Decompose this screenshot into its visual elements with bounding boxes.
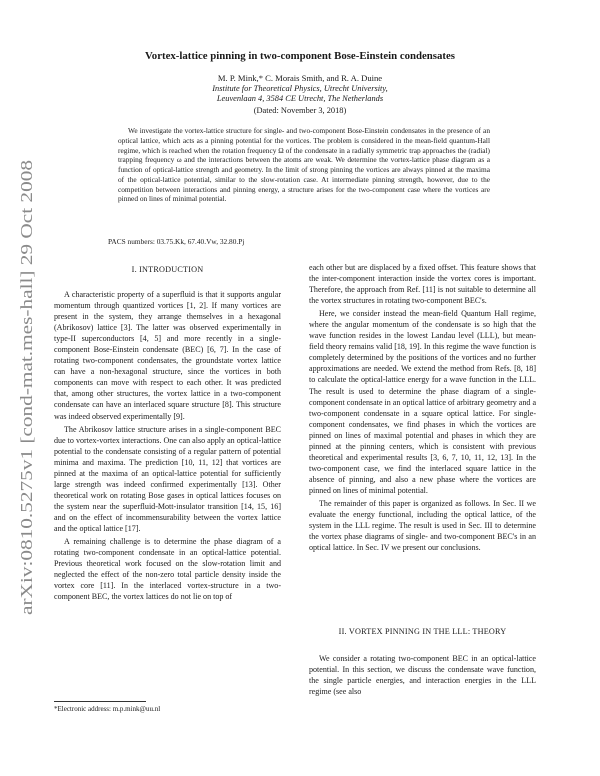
right-column	[309, 262, 536, 553]
affiliation	[0, 84, 600, 104]
paragraph: We consider a rotating two-component BEC in an optical-lattice potential. In this section, we discuss the condensate wave function, the single particle energies, and interaction energies in the LLL regime (see also	[309, 654, 536, 697]
pacs-numbers: PACS numbers: 03.75.Kk, 67.40.Vw, 32.80.Pj	[108, 237, 245, 246]
right-column-continued	[309, 653, 536, 697]
affiliation-line-2: Leuvenlaan 4, 3584 CE Utrecht, The Netherlands	[216, 94, 384, 103]
footnote: *Electronic address: m.p.mink@uu.nl	[54, 705, 161, 713]
date-line: (Dated: November 3, 2018)	[253, 106, 347, 115]
author-list: M. P. Mink,* C. Morais Smith, and R. A. Duine	[217, 73, 383, 83]
arxiv-stamp-text: arXiv:0810.5275v1 [cond-mat.mes-hall] 29 Oct 2008	[17, 251, 36, 615]
paragraph: Here, we consider instead the mean-field Quantum Hall regime, where the angular momentum of the condensate is so high that the wave function resides in the lowest Landau level (LLL), but mean-field theory remains valid [18, 19]. In this regime the wave function is completely determined by the positions of the vortices and no further approximations are needed. We extend the method from Refs. [8, 18] to calculate the optical-lattice energy for a wave function in the LLL. The result is used to determine the phase diagram of a single-component condensate in an optical lattice of arbitrary geometry and a two-component condensate in a square optical lattice. For single-component condensates, we find phases in which the vortices are pinned on lines of maximal potential and phases in which they are pinned at the pinning centers, which is consistent with previous theoretical and experimental results [3, 6, 7, 10, 11, 12, 13]. In the two-component case, we find the interlaced square lattice in the absence of pinning, and also a new phase where the vortices are pinned on lines of minimal potential.	[309, 309, 537, 495]
paragraph: A remaining challenge is to determine the phase diagram of a rotating two-component condensate in an optical-lattice potential. Previous theoretical work focused on the slow-rotation limit and neglected the effect of the non-zero total particle density inside the vortex core [11]. In the interlaced vortex-structure in a two-component BEC, the vortex lattices do not lie on top of	[54, 537, 281, 602]
section-heading-introduction: I. INTRODUCTION	[131, 265, 204, 274]
section-heading-theory: II. VORTEX PINNING IN THE LLL: THEORY	[338, 627, 507, 636]
abstract: We investigate the vortex-lattice structure for single- and two-component Bose-Einstein condensates in the presence of an optical lattice, which acts as a pinning potential for the vortices. The problem is considered in the mean-field quantum-Hall regime, which is reached when the rotation frequency Ω of the condensate in a radially symmetric trap approaches the (radial) trapping frequency ω and the interactions between the atoms are weak. We determine the vortex-lattice phase diagram as a function of optical-lattice strength and geometry. In the limit of strong pinning the vortices are always pinned at the maxima of the optical-lattice potential, similar to the slow-rotation case. At intermediate pinning strength, however, due to the competition between interactions and pinning energy, a structure arises for the two-component case where the vortices are pinned on lines of minimal potential.	[118, 126, 490, 204]
paper-title: Vortex-lattice pinning in two-component Bose-Einstein condensates	[144, 50, 455, 62]
left-column	[54, 289, 281, 602]
paragraph: The remainder of this paper is organized as follows. In Sec. II we evaluate the energy functional, including the optical lattice, of the system in the LLL regime. The result is used in Sec. III to determine the vortex phase diagrams of single- and two-component BEC's in an optical lattice. In Sec. IV we present our conclusions.	[309, 498, 536, 553]
arxiv-stamp	[6, 155, 46, 615]
paragraph: The Abrikosov lattice structure arises in a single-component BEC due to vortex-vortex interactions. One can also apply an optical-lattice potential to the condensate consisting of a regular pattern of potential minima and maxima. The prediction [10, 11, 12] that vortices are pinned at the maxima of an optical-lattice potential for sufficiently large strength was indeed confirmed experimentally [13]. Other theoretical work on rotating Bose gases in optical lattices focuses on the system near the superfluid-Mott-insulator transition [14, 15, 16] and on the effect of incommensurability between the vortex lattice and the optical lattice [17].	[54, 424, 281, 533]
affiliation-line-1: Institute for Theoretical Physics, Utrecht University,	[212, 84, 388, 93]
paragraph: A characteristic property of a superfluid is that it supports angular momentum through quantized vortices [1, 2]. If many vortices are present in the system, they arrange themselves in a hexagonal (Abrikosov) lattice [3]. The latter was observed experimentally in type-II superconductors [4, 5] and more recently in a single-component Bose-Einstein condensate (BEC) [6, 7]. In the case of rotating two-component condensates, the groundstate vortex lattice can have a non-hexagonal structure, since the vortices in both components can move with respect to each other. It was predicted that, among other structures, the vortex lattice in a two-component condensate can have an interlaced square structure [8]. This structure was indeed observed experimentally [9].	[54, 290, 281, 421]
paragraph: each other but are displaced by a fixed offset. This feature shows that the inter-component interaction inside the vortex cores is important. Therefore, the approach from Ref. [11] is not suitable to determine all the vortex structures in rotating two-component BEC's.	[309, 263, 536, 306]
footnote-rule	[54, 701, 146, 702]
